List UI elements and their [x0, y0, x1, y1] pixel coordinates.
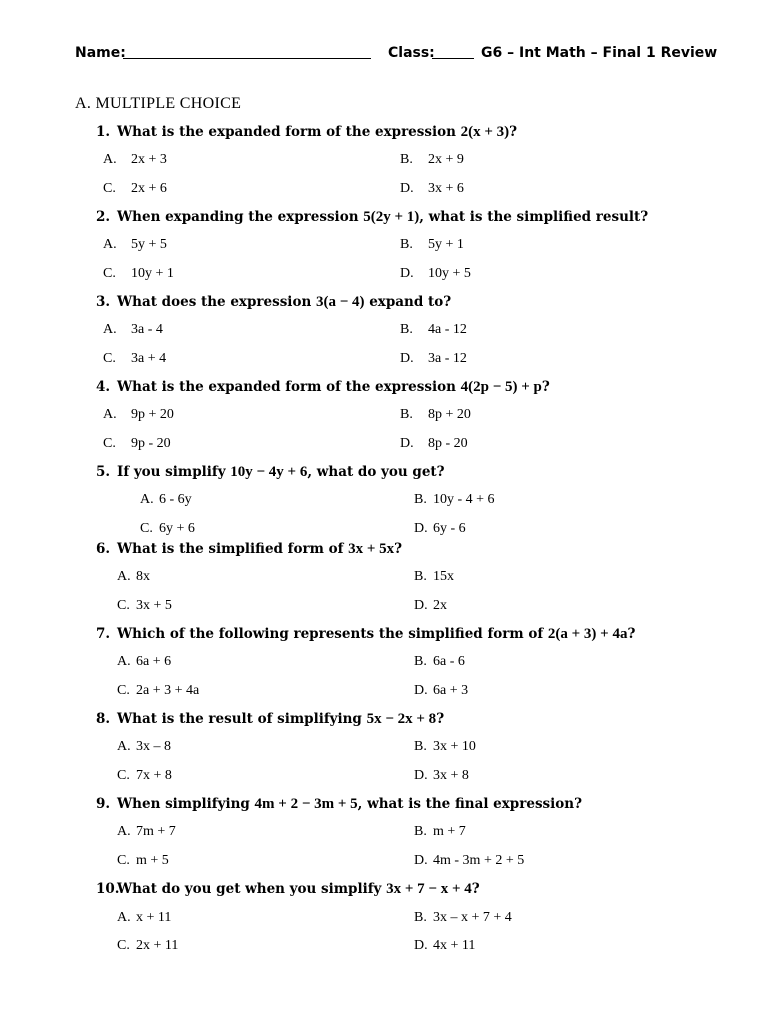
option-letter: B. [414, 492, 427, 507]
option-text: 5y + 5 [131, 237, 167, 252]
question-number: 10. [96, 881, 120, 897]
question-number: 5. [96, 464, 111, 480]
option-letter: C. [117, 768, 130, 783]
option-letter: B. [414, 739, 427, 754]
option-text: 6 - 6y [159, 492, 192, 507]
question-prompt-end: ? [471, 881, 480, 897]
question-expression: 5(2y + 1) [363, 209, 420, 225]
option-text: 3x + 5 [136, 598, 172, 613]
option-text: m + 5 [136, 853, 169, 868]
option-text: 2x + 9 [428, 152, 464, 167]
option-letter: B. [414, 569, 427, 584]
question-expression: 3x + 5x [348, 541, 395, 557]
option-text: 10y - 4 + 6 [433, 492, 495, 507]
question-text [117, 209, 648, 226]
question-prompt: What do you get when you simplify [117, 881, 387, 897]
option-text: x + 11 [136, 910, 172, 925]
option-letter: D. [414, 598, 428, 613]
option-text: 3a - 12 [428, 351, 467, 366]
option-letter: D. [414, 768, 428, 783]
worksheet-header [75, 45, 735, 65]
question-expression: 2(a + 3) + 4a [547, 626, 628, 642]
section-title: A. MULTIPLE CHOICE [75, 95, 242, 112]
question-expression: 3(a − 4) [315, 294, 365, 310]
option-letter: C. [117, 683, 130, 698]
class-label: Class: [388, 45, 435, 61]
option-letter: C. [103, 181, 116, 196]
option-letter: A. [117, 910, 131, 925]
option-text: 6y + 6 [159, 521, 195, 536]
question-text [117, 796, 582, 813]
question-prompt-end: , what do you get? [307, 464, 445, 480]
option-letter: A. [117, 824, 131, 839]
question-prompt: What is the result of simplifying [117, 711, 367, 727]
question-prompt: If you simplify [117, 464, 231, 480]
option-letter: C. [103, 266, 116, 281]
option-text: 9p - 20 [131, 436, 171, 451]
option-text: 6a + 3 [433, 683, 469, 698]
question-number: 3. [96, 294, 111, 310]
option-text: 4m - 3m + 2 + 5 [433, 853, 525, 868]
question-prompt: When simplifying [117, 796, 255, 812]
option-text: 4x + 11 [433, 938, 476, 953]
question-prompt-end: , what is the simplified result? [419, 209, 649, 225]
question-number: 4. [96, 379, 111, 395]
option-text: 7x + 8 [136, 768, 172, 783]
option-text: 7m + 7 [136, 824, 176, 839]
question-expression: 10y − 4y + 6 [230, 464, 308, 480]
question-number: 7. [96, 626, 111, 642]
option-text: 3x + 10 [433, 739, 476, 754]
option-letter: A. [117, 739, 131, 754]
option-letter: A. [140, 492, 154, 507]
option-letter: D. [414, 853, 428, 868]
option-text: 6a + 6 [136, 654, 172, 669]
option-text: 2x [433, 598, 447, 613]
option-text: 9p + 20 [131, 407, 174, 422]
question-expression: 4(2p − 5) + p [460, 379, 542, 395]
question-prompt: What is the expanded form of the expression [117, 124, 461, 140]
option-text: 4a - 12 [428, 322, 467, 337]
question-number: 8. [96, 711, 111, 727]
question-text [117, 464, 445, 481]
option-text: 3a - 4 [131, 322, 163, 337]
option-text: 5y + 1 [428, 237, 464, 252]
option-text: 8p + 20 [428, 407, 471, 422]
question-prompt: What is the expanded form of the expression [117, 379, 461, 395]
option-letter: D. [414, 683, 428, 698]
question-prompt-end: , what is the final expression? [357, 796, 583, 812]
option-text: m + 7 [433, 824, 466, 839]
question-text [117, 711, 444, 728]
option-letter: D. [400, 266, 414, 281]
question-prompt-end: expand to? [364, 294, 452, 310]
question-prompt: When expanding the expression [117, 209, 364, 225]
option-text: 10y + 1 [131, 266, 174, 281]
question-prompt-end: ? [436, 711, 445, 727]
option-letter: B. [400, 322, 413, 337]
option-letter: C. [117, 853, 130, 868]
option-letter: A. [117, 654, 131, 669]
option-text: 8x [136, 569, 150, 584]
option-letter: B. [414, 910, 427, 925]
option-letter: A. [117, 569, 131, 584]
question-expression: 4m + 2 − 3m + 5 [254, 796, 358, 812]
option-letter: C. [117, 938, 130, 953]
option-letter: A. [103, 152, 117, 167]
option-letter: D. [400, 181, 414, 196]
question-text [117, 294, 451, 311]
option-letter: A. [103, 407, 117, 422]
question-expression: 2(x + 3) [460, 124, 510, 140]
option-letter: C. [103, 436, 116, 451]
option-letter: B. [400, 237, 413, 252]
question-text [117, 541, 402, 558]
option-letter: D. [414, 938, 428, 953]
option-text: 3a + 4 [131, 351, 167, 366]
question-number: 2. [96, 209, 111, 225]
option-letter: B. [400, 407, 413, 422]
question-prompt: Which of the following represents the simplified form of [117, 626, 548, 642]
option-text: 6a - 6 [433, 654, 465, 669]
option-text: 2x + 3 [131, 152, 167, 167]
option-text: 2x + 6 [131, 181, 167, 196]
option-letter: A. [103, 237, 117, 252]
option-letter: C. [117, 598, 130, 613]
question-number: 6. [96, 541, 111, 557]
option-text: 3x + 6 [428, 181, 464, 196]
question-expression: 3x + 7 − x + 4 [386, 881, 472, 897]
option-letter: D. [400, 351, 414, 366]
question-expression: 5x − 2x + 8 [366, 711, 437, 727]
question-prompt-end: ? [394, 541, 403, 557]
question-prompt-end: ? [627, 626, 636, 642]
option-letter: B. [414, 654, 427, 669]
option-letter: A. [103, 322, 117, 337]
option-text: 3x – 8 [136, 739, 171, 754]
option-text: 3x – x + 7 + 4 [433, 910, 512, 925]
option-text: 2x + 11 [136, 938, 179, 953]
option-letter: C. [140, 521, 153, 536]
question-number: 1. [96, 124, 111, 140]
option-letter: B. [414, 824, 427, 839]
question-prompt-end: ? [541, 379, 550, 395]
question-prompt: What does the expression [117, 294, 316, 310]
question-number: 9. [96, 796, 111, 812]
option-letter: B. [400, 152, 413, 167]
course-title: G6 – Int Math – Final 1 Review [481, 45, 718, 61]
question-text [117, 379, 550, 396]
question-text [117, 881, 480, 898]
option-text: 6y - 6 [433, 521, 466, 536]
question-text [117, 124, 517, 141]
option-letter: D. [400, 436, 414, 451]
option-text: 2a + 3 + 4a [136, 683, 200, 698]
option-text: 15x [433, 569, 454, 584]
option-text: 8p - 20 [428, 436, 468, 451]
option-text: 3x + 8 [433, 768, 469, 783]
question-text [117, 626, 635, 643]
name-label: Name: [75, 45, 126, 61]
question-prompt-end: ? [509, 124, 518, 140]
option-letter: C. [103, 351, 116, 366]
option-text: 10y + 5 [428, 266, 471, 281]
option-letter: D. [414, 521, 428, 536]
question-prompt: What is the simplified form of [117, 541, 349, 557]
